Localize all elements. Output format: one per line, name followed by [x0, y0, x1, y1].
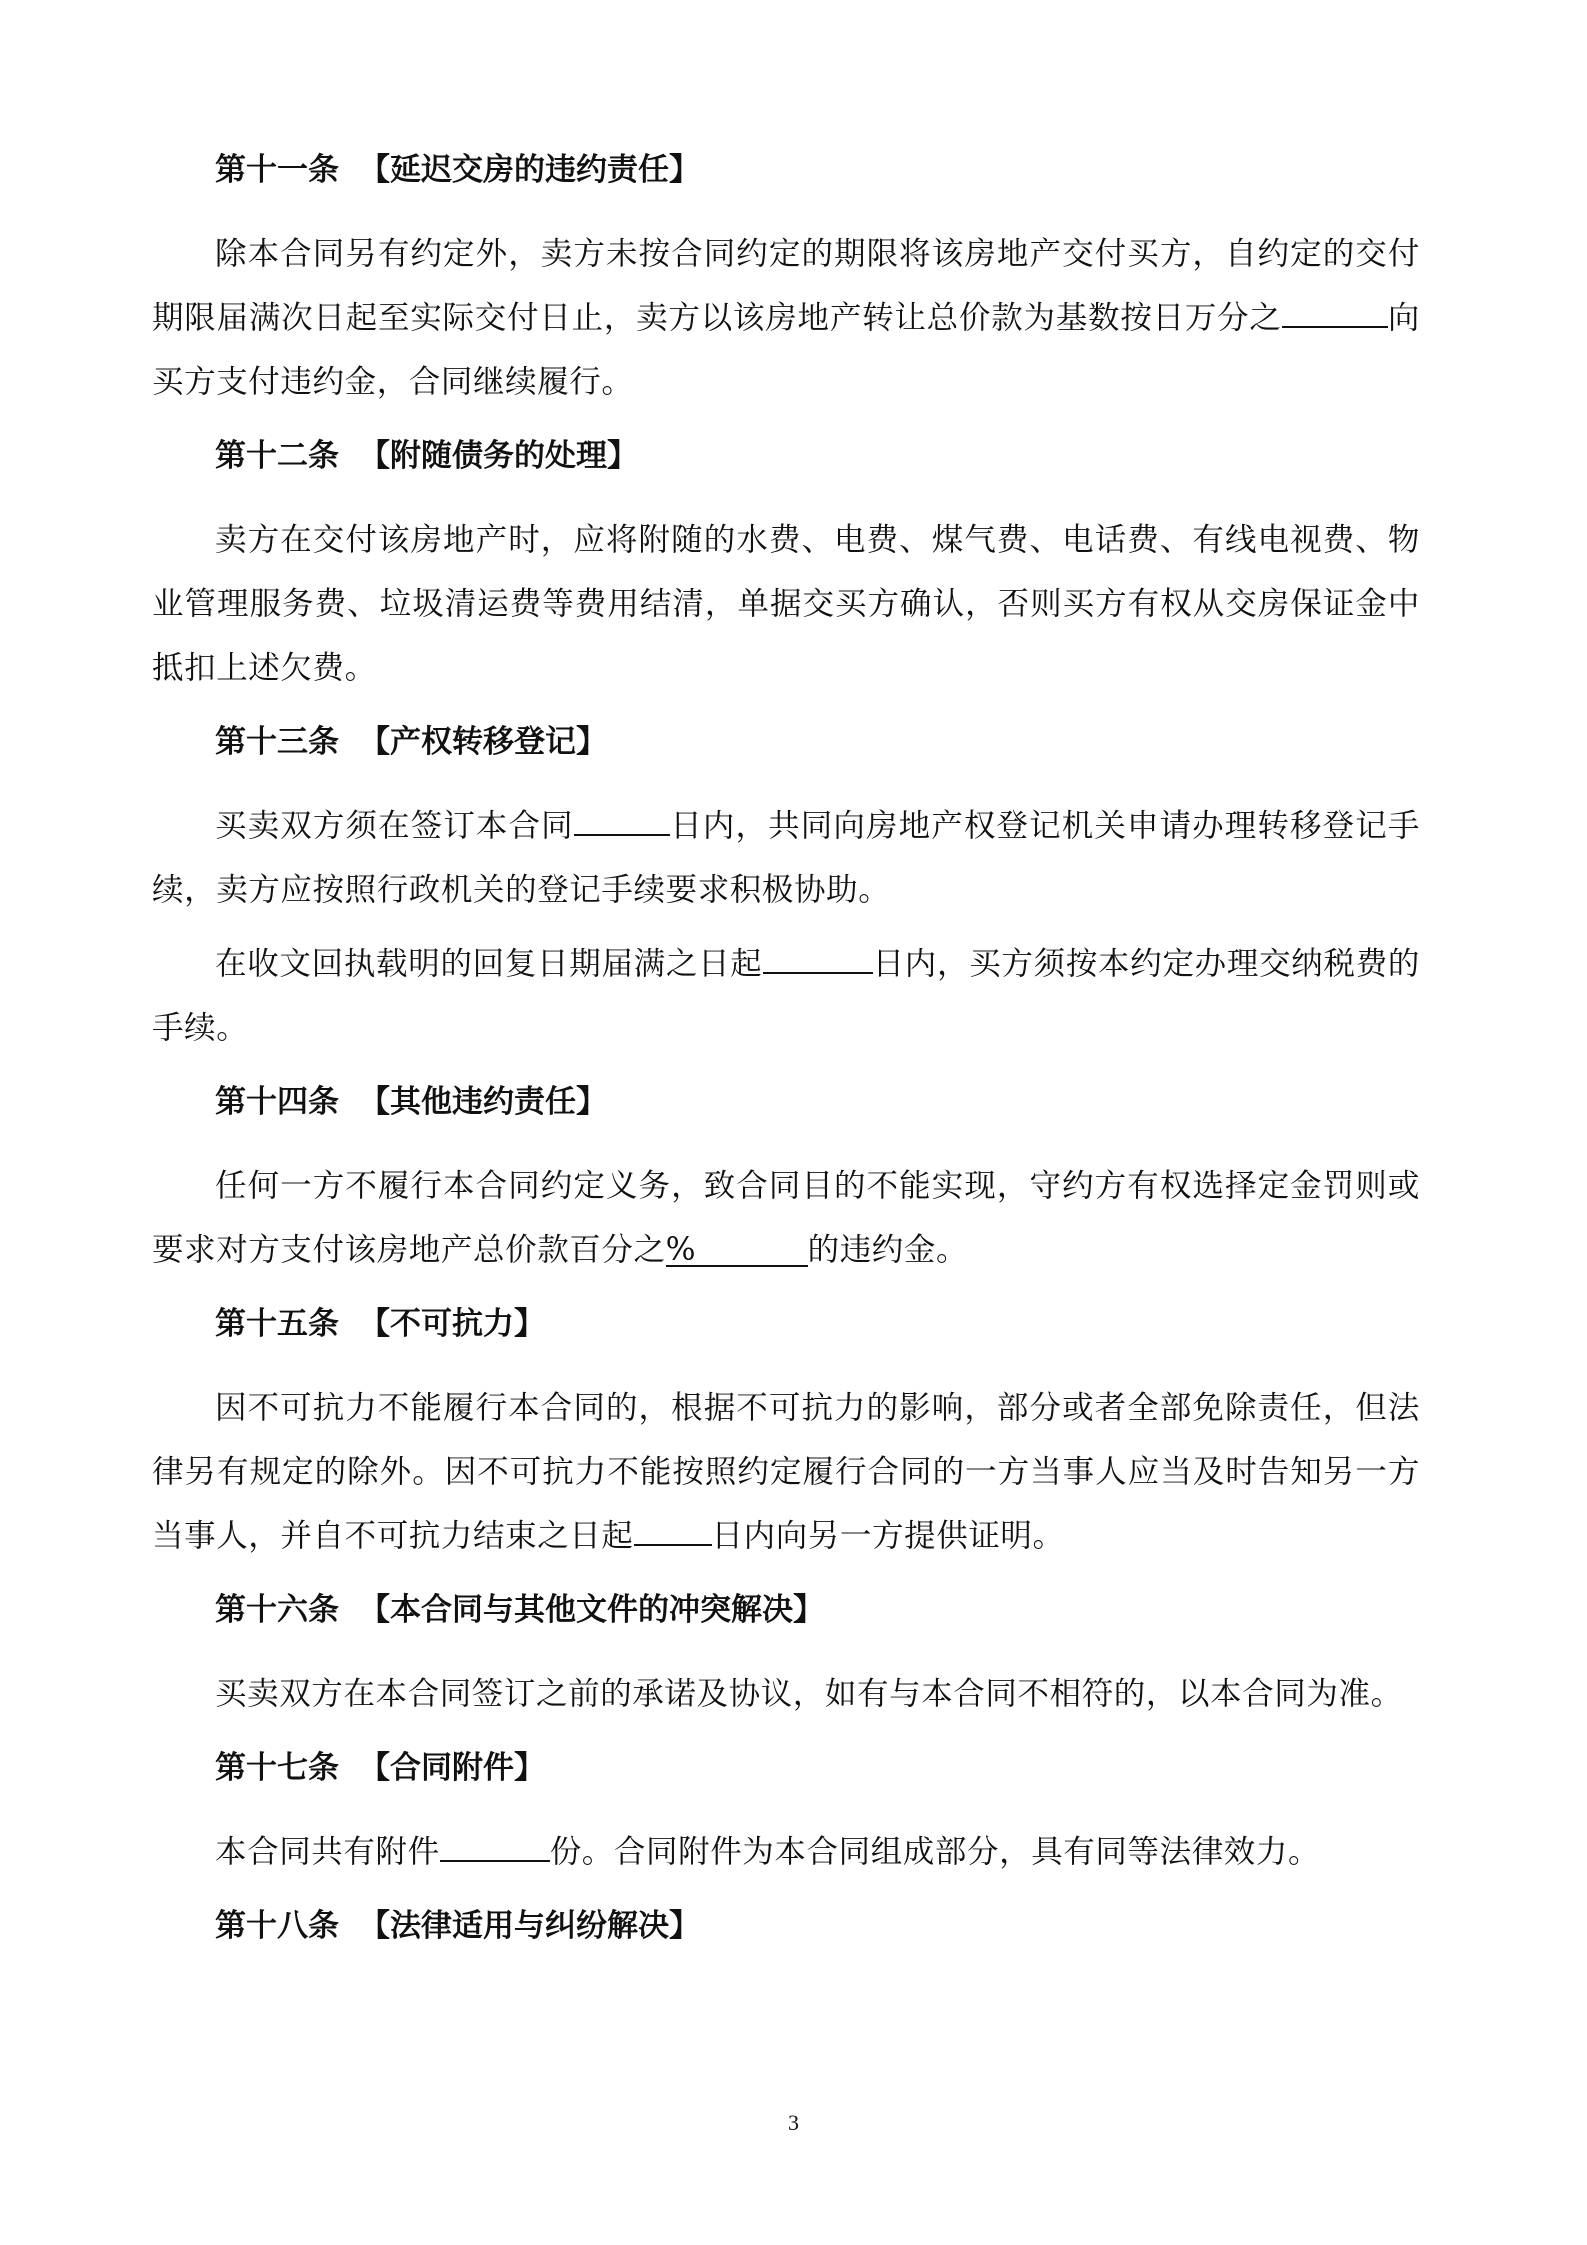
article-15: [152, 1304, 1420, 1568]
article-17: [152, 1748, 1420, 1884]
article-heading: [215, 1590, 1420, 1630]
article-title: 【法律适用与纠纷解决】: [359, 1908, 700, 1944]
article-12: [152, 436, 1420, 700]
fill-in-blank-percent[interactable]: %: [666, 1235, 808, 1267]
article-heading: [215, 1748, 1420, 1788]
document-page: [152, 150, 1420, 1990]
article-18: [152, 1906, 1420, 1946]
fill-in-blank[interactable]: [1282, 296, 1388, 328]
article-heading: [215, 1082, 1420, 1122]
article-number: 第十二条: [215, 438, 339, 474]
article-heading: [215, 1906, 1420, 1946]
article-paragraph: [152, 794, 1420, 922]
paragraph-text: 除本合同另有约定外，卖方未按合同约定的期限将该房地产交付买方，自约定的交付期限届满次日起至实际交付日止，卖方以该房地产转让总价款为基数按日万分之: [152, 236, 1420, 336]
paragraph-text: 买卖双方须在签订本合同: [215, 808, 574, 844]
article-heading: [215, 722, 1420, 762]
article-title: 【延迟交房的违约责任】: [359, 152, 700, 188]
article-paragraph: [152, 1154, 1420, 1282]
fill-in-blank[interactable]: [440, 1830, 550, 1862]
paragraph-text: 买卖双方在本合同签订之前的承诺及协议，如有与本合同不相符的，以本合同为准。: [215, 1676, 1403, 1712]
article-paragraph: [152, 932, 1420, 1060]
article-16: [152, 1590, 1420, 1726]
paragraph-text: 本合同共有附件: [215, 1834, 440, 1870]
article-number: 第十八条: [215, 1908, 339, 1944]
article-title: 【本合同与其他文件的冲突解决】: [359, 1592, 824, 1628]
paragraph-text: 卖方在交付该房地产时，应将附随的水费、电费、煤气费、电话费、有线电视费、物业管理服务费、垃圾清运费等费用结清，单据交买方确认，否则买方有权从交房保证金中抵扣上述欠费。: [152, 522, 1420, 686]
article-13: [152, 722, 1420, 1060]
article-number: 第十七条: [215, 1750, 339, 1786]
article-number: 第十六条: [215, 1592, 339, 1628]
article-title: 【附随债务的处理】: [359, 438, 638, 474]
article-title: 【合同附件】: [359, 1750, 545, 1786]
paragraph-text: 的违约金。: [807, 1232, 969, 1268]
article-paragraph: [152, 1820, 1420, 1884]
fill-in-blank[interactable]: [574, 804, 670, 836]
page-number: 3: [788, 2110, 799, 2135]
article-paragraph: [152, 508, 1420, 700]
fill-in-blank[interactable]: [763, 942, 873, 974]
paragraph-text: 任何一方不履行本合同约定义务，致合同目的不能实现，守约方有权选择定金罚则或要求对方支付该房地产总价款百分之: [152, 1168, 1420, 1268]
article-title: 【不可抗力】: [359, 1306, 545, 1342]
article-heading: [215, 150, 1420, 190]
article-title: 【产权转移登记】: [359, 724, 607, 760]
article-number: 第十四条: [215, 1084, 339, 1120]
article-number: 第十五条: [215, 1306, 339, 1342]
article-paragraph: [152, 1376, 1420, 1568]
article-title: 【其他违约责任】: [359, 1084, 607, 1120]
article-number: 第十三条: [215, 724, 339, 760]
article-11: [152, 150, 1420, 414]
paragraph-text: 在收文回执载明的回复日期届满之日起: [215, 946, 763, 982]
paragraph-text: 日内，共同向房地产权登记机关申请办理转移登记手续，卖方应按照行政机关的登记手续要求积极协助。: [152, 808, 1420, 908]
article-heading: [215, 1304, 1420, 1344]
article-paragraph: [152, 222, 1420, 414]
fill-in-blank[interactable]: [634, 1514, 712, 1546]
paragraph-text: 日内向另一方提供证明。: [711, 1518, 1065, 1554]
article-number: 第十一条: [215, 152, 339, 188]
paragraph-text: 份。合同附件为本合同组成部分，具有同等法律效力。: [549, 1834, 1321, 1870]
article-14: [152, 1082, 1420, 1282]
paragraph-text: 日内，买方须按本约定办理交纳税费的手续。: [152, 946, 1420, 1046]
article-paragraph: [152, 1662, 1420, 1726]
article-heading: [215, 436, 1420, 476]
paragraph-text: 向买方支付违约金，合同继续履行。: [152, 300, 1420, 400]
paragraph-text: 因不可抗力不能履行本合同的，根据不可抗力的影响，部分或者全部免除责任，但法律另有规定的除外。因不可抗力不能按照约定履行合同的一方当事人应当及时告知另一方当事人，并自不可抗力结束之日起: [152, 1390, 1420, 1554]
